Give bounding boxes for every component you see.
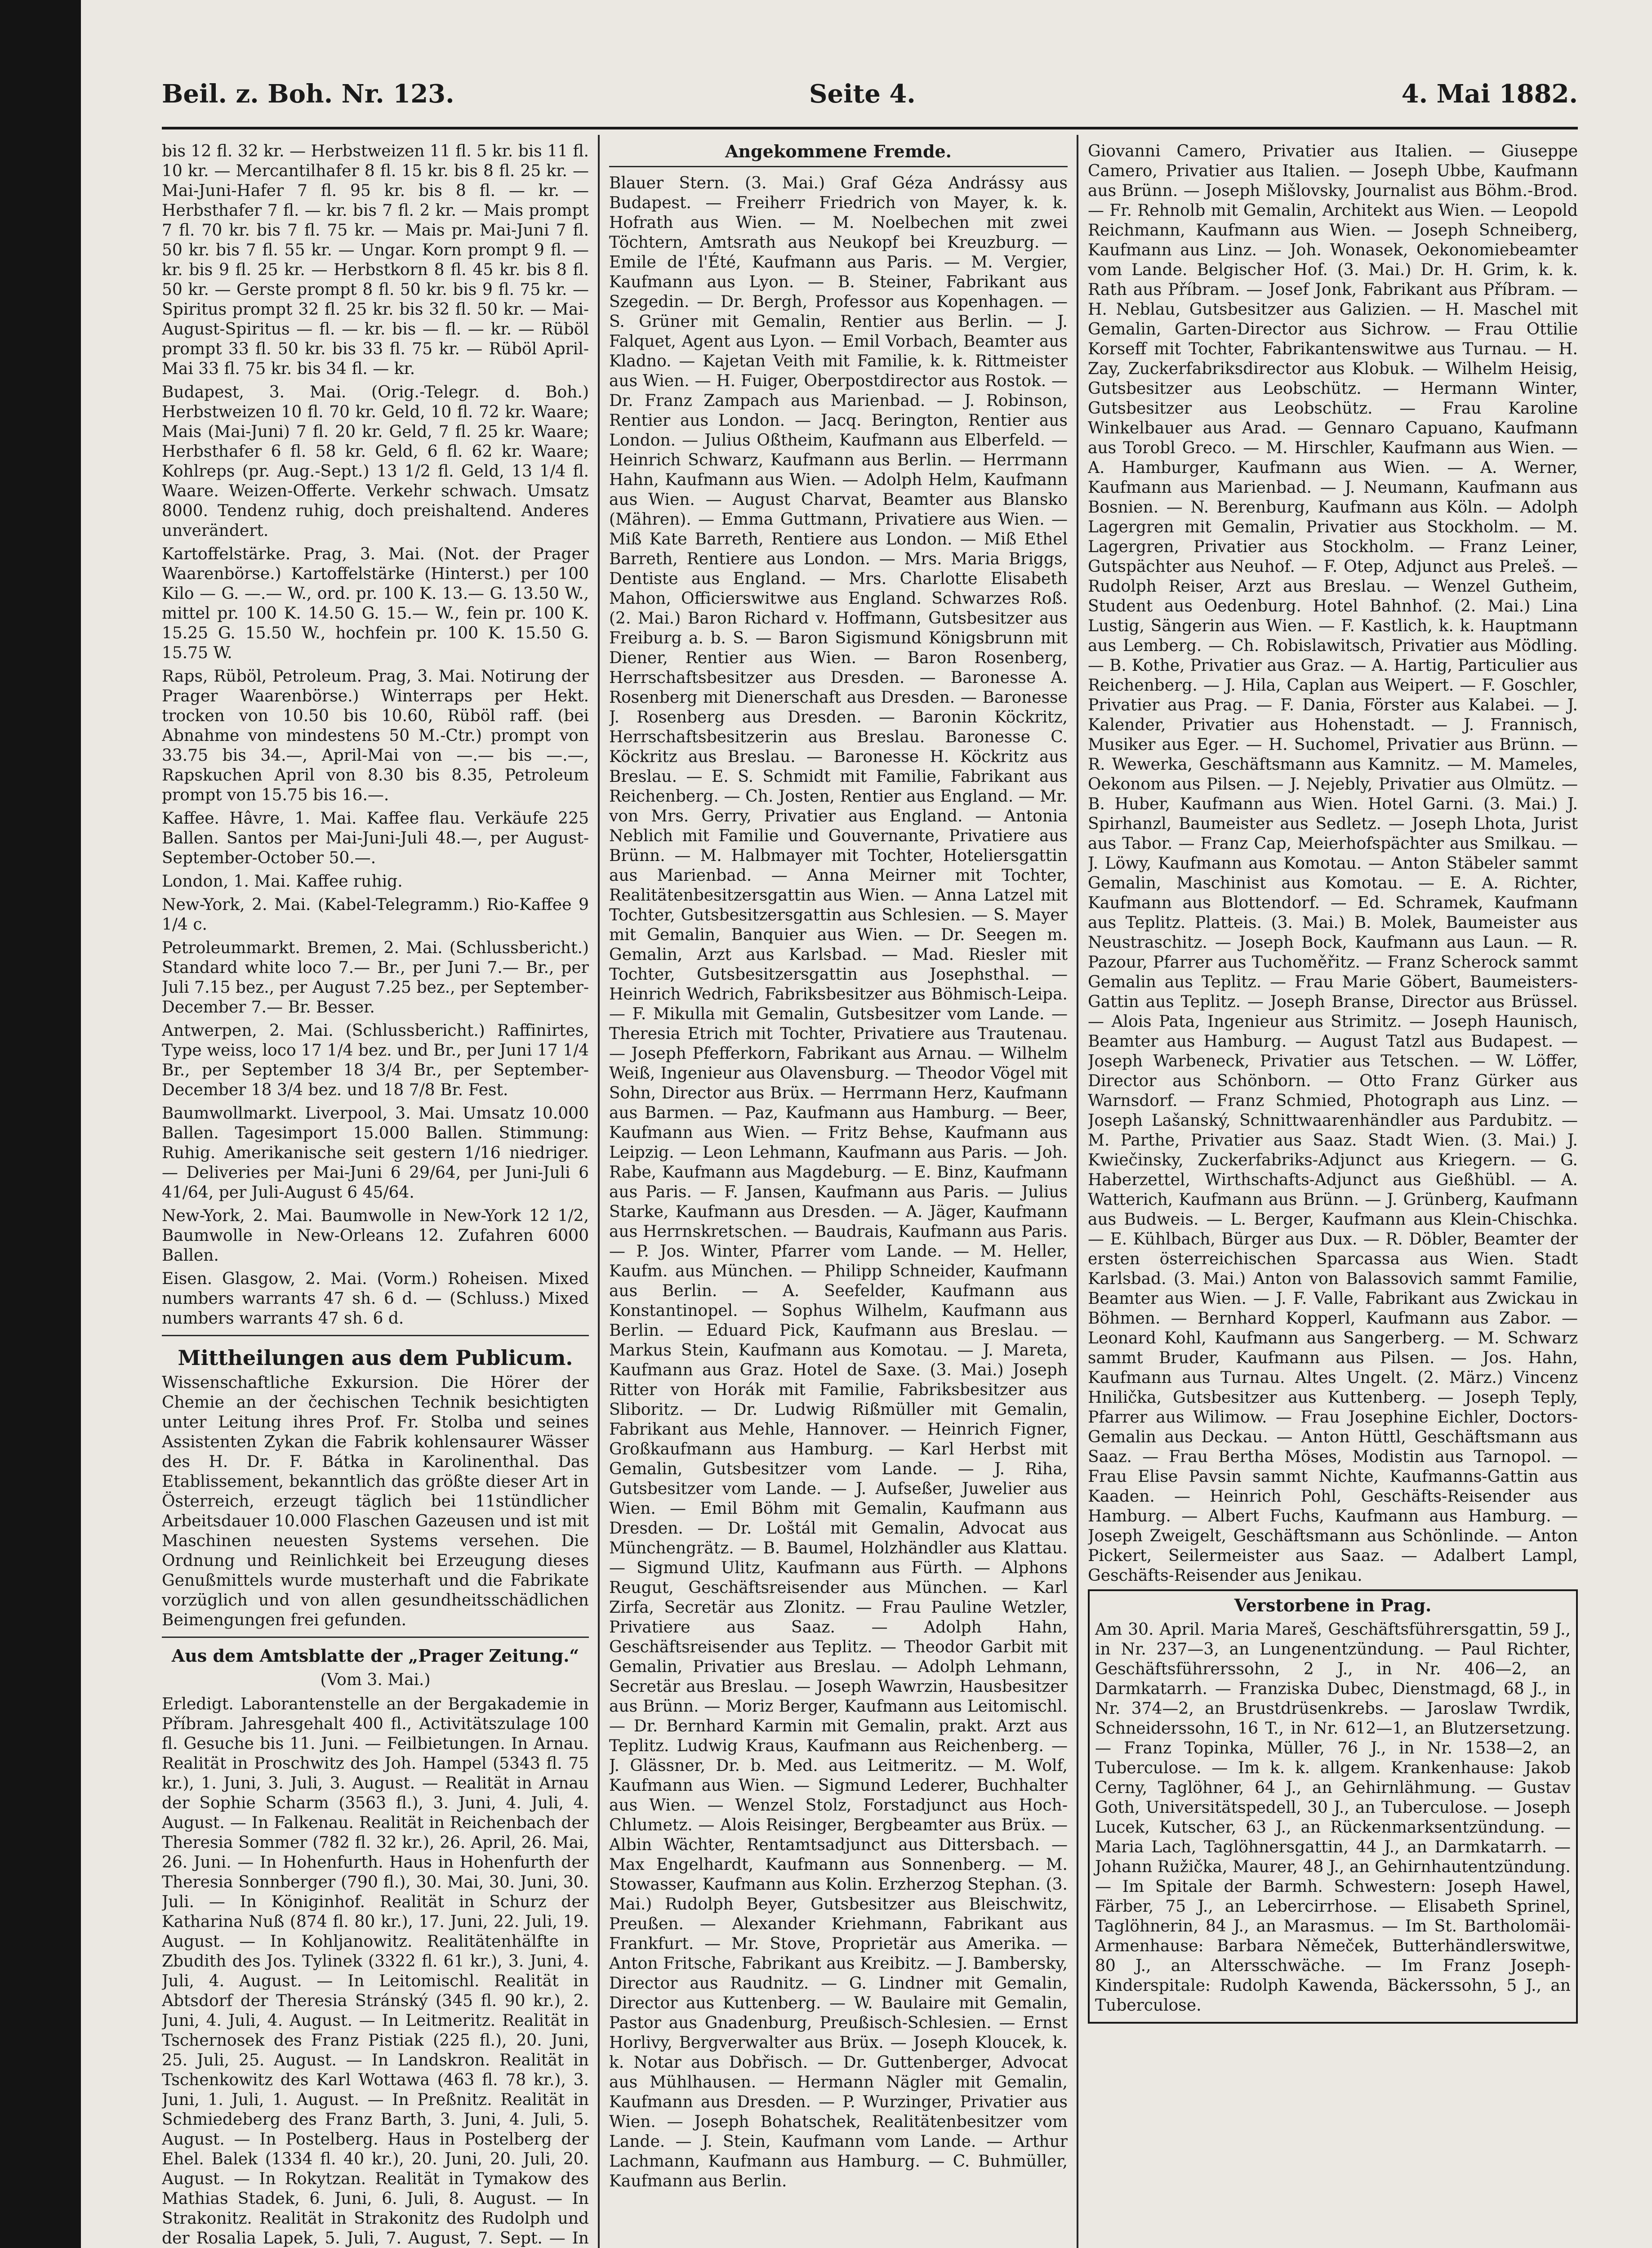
section-title-publicum: Mittheilungen aus dem Publicum. bbox=[178, 1346, 573, 1370]
column-divider-2 bbox=[1077, 135, 1078, 2248]
amtsblatt-text: Erledigt. Laborantenstelle an der Bergakademie in Příbram. Jahresgehalt 400 fl., Activitätszulage 100 fl. Gesuche bis 11. Juni. — Feilbietungen. In Arnau. Realität in Proschwitz des Joh. Hampel (5343 fl. 75 kr.), 1. Juni, 3. Juli, 3. August. — Realität in Arnau der Sophie Scharm (3563 fl.), 3. Juni, 4. Juli, 4. August. — In Falkenau. Realität in Reichenbach der Theresia Sommer (782 fl. 32 kr.), 26. April, 26. Mai, 26. Juni. — In Hohenfurth. Haus in Hohenfurth der Theresia Sonnberger (790 fl.), 30. Mai, 30. Juni, 30. Juli. — In Königinhof. Realität in Schurz der Katharina Nuß (874 fl. 80 kr.), 17. Juni, 22. Juli, 19. August. — In Kohljanowitz. Realitätenhälfte in Zbudith des Jos. Tylinek (3322 fl. 61 kr.), 3. Juni, 4. Juli, 4. August. — In Leitomischl. Realität in Abtsdorf der Theresia Stránský (345 fl. 90 kr.), 2. Juni, 4. Juli, 4. August. — In Leitmeritz. Realität in Tschernosek des Franz Pistiak (225 fl.), 20. Juni, 25. Juli, 25. August. — In Landskron. Realität in Tschenkowitz des Karl Wottawa (463 fl. 78 kr.), 3. Juni, 1. Juli, 1. August. — In Preßnitz. Realität in Schmiedeberg des Franz Barth, 3. Juni, 4. Juli, 5. August. — In Postelberg. Haus in Postelberg der Ehel. Balek (1334 fl. 40 kr.), 20. Juni, 20. Juli, 20. August. — In Rokytzan. Realität in Tymakow des Mathias Stadek, 6. Juni, 6. Juli, 8. August. — In Strakonitz. Realität in Strakonitz des Rudolph und der Rosalia Lapek, 5. Juli, 7. August, 7. Sept. — In bbox=[162, 1695, 589, 2248]
market-coffee-newyork: New-York, 2. Mai. (Kabel-Telegramm.) Rio-Kaffee 9 1/4 c. bbox=[162, 896, 589, 934]
market-antwerp: Antwerpen, 2. Mai. (Schlussbericht.) Raffinirtes, Type weiss, loco 17 1/4 bez. und Br., per Juni 17 1/4 Br., per September 18 3/4 Br., per September-December 18 3/4 bez. und 18 7/8 Br. Fest. bbox=[162, 1021, 589, 1099]
market-cotton-newyork: New-York, 2. Mai. Baumwolle in New-York 12 1/2, Baumwolle in New-Orleans 12. Zufahren 6000 Ballen. bbox=[162, 1207, 589, 1265]
market-coffee-london: London, 1. Mai. Kaffee ruhig. bbox=[162, 872, 403, 891]
section-title-amtsblatt: Aus dem Amtsblatte der „Prager Zeitung.“ bbox=[171, 1646, 579, 1666]
header-date: 4. Mai 1882. bbox=[1401, 79, 1578, 109]
column-divider-1 bbox=[598, 135, 600, 2248]
section-subtitle-amtsblatt: (Vom 3. Mai.) bbox=[320, 1671, 431, 1689]
market-coffee-havre: Kaffee. Hâvre, 1. Mai. Kaffee flau. Verkäufe 225 Ballen. Santos per Mai-Juni-Juli 48.—, per August-September-October 50.—. bbox=[162, 809, 589, 867]
section-rule bbox=[609, 166, 1068, 167]
header-issue: Beil. z. Boh. Nr. 123. bbox=[162, 79, 454, 109]
header-rule bbox=[162, 127, 1578, 129]
market-starch: Kartoffelstärke. Prag, 3. Mai. (Not. der Prager Waarenbörse.) Kartoffelstärke (Hinterst.) per 100 Kilo — G. —.— W., ord. pr. 100 K. 13.— G. 13.50 W., mittel pr. 100 K. 14.50 G. 15.— W., fein pr. 100 K. 15.25 G. 15.50 W., hochfein pr. 100 K. 15.50 G. 15.75 W. bbox=[162, 545, 589, 662]
section-rule bbox=[162, 1637, 589, 1638]
market-budapest: Budapest, 3. Mai. (Orig.-Telegr. d. Boh.) Herbstweizen 10 fl. 70 kr. Geld, 10 fl. 72 kr. Waare; Mais (Mai-Juni) 7 fl. 20 kr. Geld, 7 fl. 25 kr. Waare; Herbsthafer 6 fl. 58 kr. Geld, 6 fl. 62 kr. Waare; Kohlreps (pr. Aug.-Sept.) 13 1/2 fl. Geld, 13 1/4 fl. Waare. Weizen-Offerte. Verkehr schwach. Umsatz 8000. Tendenz ruhig, doch preishaltend. Anderes unverändert. bbox=[162, 383, 589, 540]
market-grain-prices: bis 12 fl. 32 kr. — Herbstweizen 11 fl. 5 kr. bis 11 fl. 10 kr. — Mercantilhafer 8 fl. 15 kr. bis 8 fl. 25 kr. — Mai-Juni-Hafer 7 fl. 95 kr. bis 8 fl. — kr. — Herbsthafer 7 fl. — kr. bis 7 fl. 2 kr. — Mais prompt 7 fl. 70 kr. bis 7 fl. 75 kr. — Mais pr. Mai-Juni 7 fl. 50 kr. bis 7 fl. 55 kr. — Ungar. Korn prompt 9 fl. — kr. bis 9 fl. 25 kr. — Herbstkorn 8 fl. 45 kr. bis 8 fl. 50 kr. — Gerste prompt 8 fl. 50 kr. bis 9 fl. 75 kr. — Spiritus prompt 32 fl. 25 kr. bis 32 fl. 50 kr. — Mai-August-Spiritus — fl. — kr. bis — fl. — kr. — Rüböl prompt 33 fl. 50 kr. bis 33 fl. 75 kr. — Rüböl April-Mai 33 fl. 75 kr. bis 34 fl. — kr. bbox=[162, 142, 589, 378]
section-title-fremde: Angekommene Fremde. bbox=[725, 142, 952, 161]
scan-edge bbox=[0, 0, 81, 2248]
publicum-text: Wissenschaftliche Exkursion. Die Hörer der Chemie an der čechischen Technik besichtigten unter Leitung ihres Prof. Fr. Stolba und seines Assistenten Zykan die Fabrik kohlensaurer Wässer des H. Dr. F. Bátka in Karolinenthal. Das Etablissement, bekanntlich das größte dieser Art in Österreich, erzeugt täglich bei 11stündlicher Arbeitsdauer 10.000 Flaschen Gazeusen und ist mit Maschinen neuesten Systems versehen. Die Ordnung und Reinlichkeit bei Erzeugung dieses Genußmittels wurde musterhaft und die Fabrikate vorzüglich und von allen gesundheitsschädlichen Beimengungen frei gefunden. bbox=[162, 1374, 589, 1629]
column-1 bbox=[162, 142, 589, 2248]
section-title-verstorbene: Verstorbene in Prag. bbox=[1234, 1595, 1432, 1615]
fremde-list-continued: Giovanni Camero, Privatier aus Italien. — Giuseppe Camero, Privatier aus Italien. — Joseph Ubbe, Kaufmann aus Brünn. — Joseph Mišlovsky, Journalist aus Böhm.-Brod. — Fr. Rehnolb mit Gemalin, Architekt aus Wien. — Leopold Reichmann, Kaufmann aus Wien. — Joseph Schneiberg, Kaufmann aus Linz. — Joh. Wonasek, Oekonomiebeamter vom Lande. Belgischer Hof. (3. Mai.) Dr. H. Grim, k. k. Rath aus Příbram. — Josef Jonk, Fabrikant aus Příbram. — H. Neblau, Gutsbesitzer aus Galizien. — H. Maschel mit Gemalin, Garten-Director aus Sichrow. — Frau Ottilie Korseff mit Tochter, Fabrikantenswitwe aus Turnau. — H. Zay, Zuckerfabriksdirector aus Klobuk. — Wilhelm Heisig, Gutsbesitzer aus Leobschütz. — Hermann Winter, Gutsbesitzer aus Leobschütz. — Frau Karoline Winkelbauer aus Arad. — Gennaro Capuano, Kaufmann aus Torobl Greco. — M. Hirschler, Kaufmann aus Wien. — A. Hamburger, Kaufmann aus Wien. — A. Werner, Kaufmann aus Marienbad. — J. Neumann, Kaufmann aus Bosnien. — N. Berenburg, Kaufmann aus Köln. — Adolph Lagergren mit Gemalin, Privatier aus Stockholm. — M. Lagergren, Privatier aus Stockholm. — Franz Leiner, Gutspächter aus Neuhof. — F. Otep, Adjunct aus Preleš. — Rudolph Reiser, Arzt aus Breslau. — Wenzel Gutheim, Student aus Oedenburg. Hotel Bahnhof. (2. Mai.) Lina Lustig, Sängerin aus Wien. — F. Kastlich, k. k. Hauptmann aus Lemberg. — Ch. Robislawitsch, Privatier aus Mödling. — B. Kothe, Privatier aus Graz. — A. Hartig, Particulier aus Reichenberg. — J. Hila, Caplan aus Weipert. — F. Goschler, Privatier aus Prag. — F. Dania, Förster aus Kalabei. — J. Kalender, Privatier aus Hohenstadt. — J. Frannisch, Musiker aus Eger. — H. Suchomel, Privatier aus Brünn. — R. Wewerka, Geschäftsmann aus Kamnitz. — M. Mameles, Oekonom aus Pilsen. — J. Nejebly, Privatier aus Olmütz. — B. Huber, Kaufmann aus Wien. Hotel Garni. (3. Mai.) J. Spirhanzl, Baumeister aus Sedletz. — Joseph Lhota, Jurist aus Tabor. — Franz Cap, Meierhofspächter aus Smilkau. — J. Löwy, Kaufmann aus Komotau. — Anton Stäbeler sammt Gemalin, Maschinist aus Komotau. — E. A. Richter, Kaufmann aus Blottendorf. — Ed. Schramek, Kaufmann aus Teplitz. Platteis. (3. Mai.) B. Molek, Baumeister aus Neustraschitz. — Joseph Bock, Kaufmann aus Laun. — R. Pazour, Pfarrer aus Tuchoměřitz. — Franz Scherock sammt Gemalin aus Teplitz. — Frau Marie Göbert, Baumeisters-Gattin aus Teplitz. — Joseph Branse, Director aus Brüssel. — Alois Pata, Ingenieur aus Strimitz. — Joseph Haunisch, Beamter aus Hamburg. — August Tatzl aus Budapest. — Joseph Warbeneck, Privatier aus Tetschen. — W. Löffer, Director aus Schönborn. — Otto Franz Gürker aus Warnsdorf. — Franz Schmied, Photograph aus Linz. — Joseph Lašanský, Schnittwaarenhändler aus Pardubitz. — M. Parthe, Privatier aus Saaz. Stadt Wien. (3. Mai.) J. Kwiečinsky, Zuckerfabriks-Adjunct aus Kriegern. — G. Haberzettel, Wirthschafts-Adjunct aus Gießhübl. — A. Watterich, Kaufmann aus Brünn. — J. Grünberg, Kaufmann aus Budweis. — L. Berger, Kaufmann aus Klein-Chischka. — E. Kühlbach, Bürger aus Dux. — R. Döbler, Beamter der ersten österreichischen Sparcassa aus Wien. Stadt Karlsbad. (3. Mai.) Anton von Balassovich sammt Familie, Beamter aus Wien. — J. F. Valle, Fabrikant aus Zwickau in Böhmen. — Bernhard Kopperl, Kaufmann aus Zabor. — Leonard Kohl, Kaufmann aus Sangerberg. — M. Schwarz sammt Bruder, Kaufmann aus Pilsen. — Jos. Hahn, Kaufmann aus Turnau. Altes Ungelt. (2. März.) Vincenz Hnilička, Gutsbesitzer aus Kuttenberg. — Joseph Teply, Pfarrer aus Wilimow. — Frau Josephine Eichler, Doctors-Gemalin aus Deckau. — Anton Hüttl, Geschäftsmann aus Saaz. — Frau Bertha Möses, Modistin aus Tarnopol. — Frau Elise Pavsin sammt Nichte, Kaufmanns-Gattin aus Kaaden. — Heinrich Pohl, Geschäfts-Reisender aus Hamburg. — Albert Fuchs, Kaufmann aus Hamburg. — Joseph Zweigelt, Geschäftsmann aus Schönlinde. — Anton Pickert, Seilermeister aus Saaz. — Adalbert Lampl, Geschäfts-Reisender aus Jenikau. bbox=[1088, 142, 1578, 1585]
market-cotton-liverpool: Baumwollmarkt. Liverpool, 3. Mai. Umsatz 10.000 Ballen. Tagesimport 15.000 Ballen. Stimmung: Ruhig. Amerikanische seit gestern 1/16 niedriger. — Deliveries per Mai-Juni 6 29/64, per Juni-Juli 6 41/64, per Juli-August 6 45/64. bbox=[162, 1104, 589, 1202]
market-rapeseed-petroleum: Raps, Rüböl, Petroleum. Prag, 3. Mai. Notirung der Prager Waarenbörse.) Winterraps per Hekt. trocken von 10.50 bis 10.60, Rüböl raff. (bei Abnahme von mindestens 50 M.-Ctr.) prompt von 33.75 bis 34.—, April-Mai von —.— bis —.—, Rapskuchen April von 8.30 bis 8.35, Petroleum prompt von 15.75 bis 16.—. bbox=[162, 667, 589, 804]
market-iron-glasgow: Eisen. Glasgow, 2. Mai. (Vorm.) Roheisen. Mixed numbers warrants 47 sh. 6 d. — (Schluss.) Mixed numbers warrants 47 sh. 6 d. bbox=[162, 1270, 589, 1328]
market-petroleum-bremen: Petroleummarkt. Bremen, 2. Mai. (Schlussbericht.) Standard white loco 7.— Br., per Juni 7.— Br., per Juli 7.15 bez., per August 7.25 bez., per September-December 7.— Br. Besser. bbox=[162, 939, 589, 1017]
column-3 bbox=[1088, 142, 1578, 2248]
fremde-list: Blauer Stern. (3. Mai.) Graf Géza Andrássy aus Budapest. — Freiherr Friedrich von Mayer, k. k. Hofrath aus Wien. — M. Noelbechen mit zwei Töchtern, Amtsrath aus Neukopf bei Kreuzburg. — Emile de l'Été, Kaufmann aus Paris. — M. Vergier, Kaufmann aus Lyon. — B. Steiner, Fabrikant aus Szegedin. — Dr. Bergh, Professor aus Kopenhagen. — S. Grüner mit Gemalin, Rentier aus Berlin. — J. Falquet, Agent aus Lyon. — Emil Vorbach, Beamter aus Kladno. — Kajetan Veith mit Familie, k. k. Rittmeister aus Wien. — H. Fuiger, Oberpostdirector aus Rostok. — Dr. Franz Zampach aus Marienbad. — J. Robinson, Rentier aus London. — Jacq. Berington, Rentier aus London. — Julius Oßtheim, Kaufmann aus Elberfeld. — Heinrich Schwarz, Kaufmann aus Berlin. — Herrmann Hahn, Kaufmann aus Wien. — Adolph Helm, Kaufmann aus Wien. — August Charvat, Beamter aus Blansko (Mähren). — Emma Guttmann, Privatiere aus Wien. — Miß Kate Barreth, Rentiere aus London. — Miß Ethel Barreth, Rentiere aus London. — Mrs. Maria Briggs, Dentiste aus England. — Mrs. Charlotte Elisabeth Mahon, Officierswitwe aus England. Schwarzes Roß. (2. Mai.) Baron Richard v. Hoffmann, Gutsbesitzer aus Freiburg a. b. S. — Baron Sigismund Königsbrunn mit Diener, Rentier aus Wien. — Baron Rosenberg, Herrschaftsbesitzer aus Dresden. — Baronesse A. Rosenberg mit Dienerschaft aus Dresden. — Baronesse J. Rosenberg aus Dresden. — Baronin Köckritz, Herrschaftsbesitzerin aus Breslau. Baronesse C. Köckritz aus Breslau. — Baronesse H. Köckritz aus Breslau. — E. S. Schmidt mit Familie, Fabrikant aus Reichenberg. — Ch. Josten, Rentier aus England. — Mr. von Mrs. Gerry, Privatier aus England. — Antonia Neblich mit Familie und Gouvernante, Privatiere aus Brünn. — M. Halbmayer mit Tochter, Hoteliersgattin aus Marienbad. — Anna Meirner mit Tochter, Realitätenbesitzersgattin aus Wien. — Anna Latzel mit Tochter, Gutsbesitzersgattin aus Schlesien. — S. Mayer mit Gemalin, Banquier aus Wien. — Dr. Seegen m. Gemalin, Arzt aus Karlsbad. — Mad. Riesler mit Tochter, Gutsbesitzersgattin aus Josephsthal. — Heinrich Wedrich, Fabriksbesitzer aus Böhmisch-Leipa. — F. Mikulla mit Gemalin, Gutsbesitzer vom Lande. — Theresia Etrich mit Tochter, Privatiere aus Trautenau. — Joseph Pfefferkorn, Fabrikant aus Arnau. — Wilhelm Weiß, Ingenieur aus Olavensburg. — Theodor Vögel mit Sohn, Director aus Brüx. — Herrmann Herz, Kaufmann aus Barmen. — Paz, Kaufmann aus Hamburg. — Beer, Kaufmann aus Wien. — Fritz Behse, Kaufmann aus Leipzig. — Leon Lehmann, Kaufmann aus Paris. — Joh. Rabe, Kaufmann aus Magdeburg. — E. Binz, Kaufmann aus Paris. — F. Jansen, Kaufmann aus Paris. — Julius Starke, Kaufmann aus Dresden. — A. Jäger, Kaufmann aus Herrnskretschen. — Baudrais, Kaufmann aus Paris. — P. Jos. Winter, Pfarrer vom Lande. — M. Heller, Kaufm. aus München. — Philipp Schneider, Kaufmann aus Berlin. — A. Seefelder, Kaufmann aus Konstantinopel. — Sophus Wilhelm, Kaufmann aus Berlin. — Eduard Pick, Kaufmann aus Breslau. — Markus Stein, Kaufmann aus Komotau. — J. Mareta, Kaufmann aus Graz. Hotel de Saxe. (3. Mai.) Joseph Ritter von Horák mit Familie, Fabriksbesitzer aus Sliboritz. — Dr. Ludwig Rißmüller mit Gemalin, Fabrikant aus Mehle, Hannover. — Heinrich Figner, Großkaufmann aus Hamburg. — Karl Herbst mit Gemalin, Gutsbesitzer vom Lande. — J. Riha, Gutsbesitzer vom Lande. — J. Aufseßer, Juwelier aus Wien. — Emil Böhm mit Gemalin, Kaufmann aus Dresden. — Dr. Loštál mit Gemalin, Advocat aus Münchengrätz. — B. Baumel, Holzhändler aus Klattau. — Sigmund Ulitz, Kaufmann aus Fürth. — Alphons Reugut, Geschäftsreisender aus München. — Karl Zirfa, Secretär aus Zlonitz. — Frau Pauline Wetzler, Privatiere aus Saaz. — Adolph Hahn, Geschäftsreisender aus Teplitz. — Theodor Garbit mit Gemalin, Privatier aus Breslau. — Adolph Lehmann, Secretär aus Breslau. — Joseph Wawrzin, Hausbesitzer aus Brünn. — Moriz Berger, Kaufmann aus Leitomischl. — Dr. Bernhard Karmin mit Gemalin, prakt. Arzt aus Teplitz. Ludwig Kraus, Kaufmann aus Reichenberg. — J. Glässner, Dr. b. Med. aus Leitmeritz. — M. Wolf, Kaufmann aus Wien. — Sigmund Lederer, Buchhalter aus Wien. — Wenzel Stolz, Forstadjunct aus Hoch-Chlumetz. — Alois Reisinger, Bergbeamter aus Brüx. — Albin Wächter, Rentamtsadjunct aus Dittersbach. — Max Engelhardt, Kaufmann aus Sonnenberg. — M. Stowasser, Kaufmann aus Kolin. Erzherzog Stephan. (3. Mai.) Rudolph Beyer, Gutsbesitzer aus Bleischwitz, Preußen. — Alexander Kriehmann, Fabrikant aus Frankfurt. — Mr. Stove, Proprietär aus Amerika. — Anton Fritsche, Fabrikant aus Kreibitz. — J. Bambersky, Director aus Raudnitz. — G. Lindner mit Gemalin, Director aus Kuttenberg. — W. Baulaire mit Gemalin, Pastor aus Gnadenburg, Preußisch-Schlesien. — Ernst Horlivy, Bergverwalter aus Brüx. — Joseph Kloucek, k. k. Notar aus Dobřisch. — Dr. Guttenberger, Advocat aus Mühlhausen. — Hermann Nägler mit Gemalin, Kaufmann aus Dresden. — P. Wurzinger, Privatier aus Wien. — Joseph Bohatschek, Realitätenbesitzer vom Lande. — J. Stein, Kaufmann vom Lande. — Arthur Lachmann, Kaufmann aus Hamburg. — C. Buhmüller, Kaufmann aus Berlin. bbox=[609, 174, 1068, 2190]
deaths-box bbox=[1088, 1589, 1578, 2024]
header-page-number: Seite 4. bbox=[809, 79, 916, 109]
section-rule bbox=[162, 1335, 589, 1336]
deaths-list: Am 30. April. Maria Mareš, Geschäftsführersgattin, 59 J., in Nr. 237—3, an Lungenentzündung. — Paul Richter, Geschäftsführerssohn, 2 J., in Nr. 406—2, an Darmkatarrh. — Franziska Dubec, Dienstmagd, 68 J., in Nr. 374—2, an Brustdrüsenkrebs. — Jaroslaw Twrdik, Schneiderssohn, 16 T., in Nr. 612—1, an Blutzersetzung. — Franz Topinka, Müller, 76 J., in Nr. 1538—2, an Tuberculose. — Im k. k. allgem. Krankenhause: Jakob Cerny, Taglöhner, 64 J., an Gehirnlähmung. — Gustav Goth, Universitätspedell, 30 J., an Tuberculose. — Joseph Lucek, Kutscher, 63 J., an Rückenmarksentzündung. — Maria Lach, Taglöhnersgattin, 44 J., an Darmkatarrh. — Johann Ružička, Maurer, 48 J., an Gehirnhautentzündung. — Im Spitale der Barmh. Schwestern: Joseph Hawel, Färber, 75 J., an Lebercirrhose. — Elisabeth Sprinel, Taglöhnerin, 84 J., an Marasmus. — Im St. Bartholomäi-Armenhause: Barbara Němeček, Butterhändlerswitwe, 80 J., an Altersschwäche. — Im Franz Joseph-Kinderspitale: Rudolph Kawenda, Bäckerssohn, 5 J., an Tuberculose. bbox=[1095, 1620, 1571, 2015]
page-header bbox=[162, 79, 1578, 120]
column-2 bbox=[609, 142, 1068, 2248]
